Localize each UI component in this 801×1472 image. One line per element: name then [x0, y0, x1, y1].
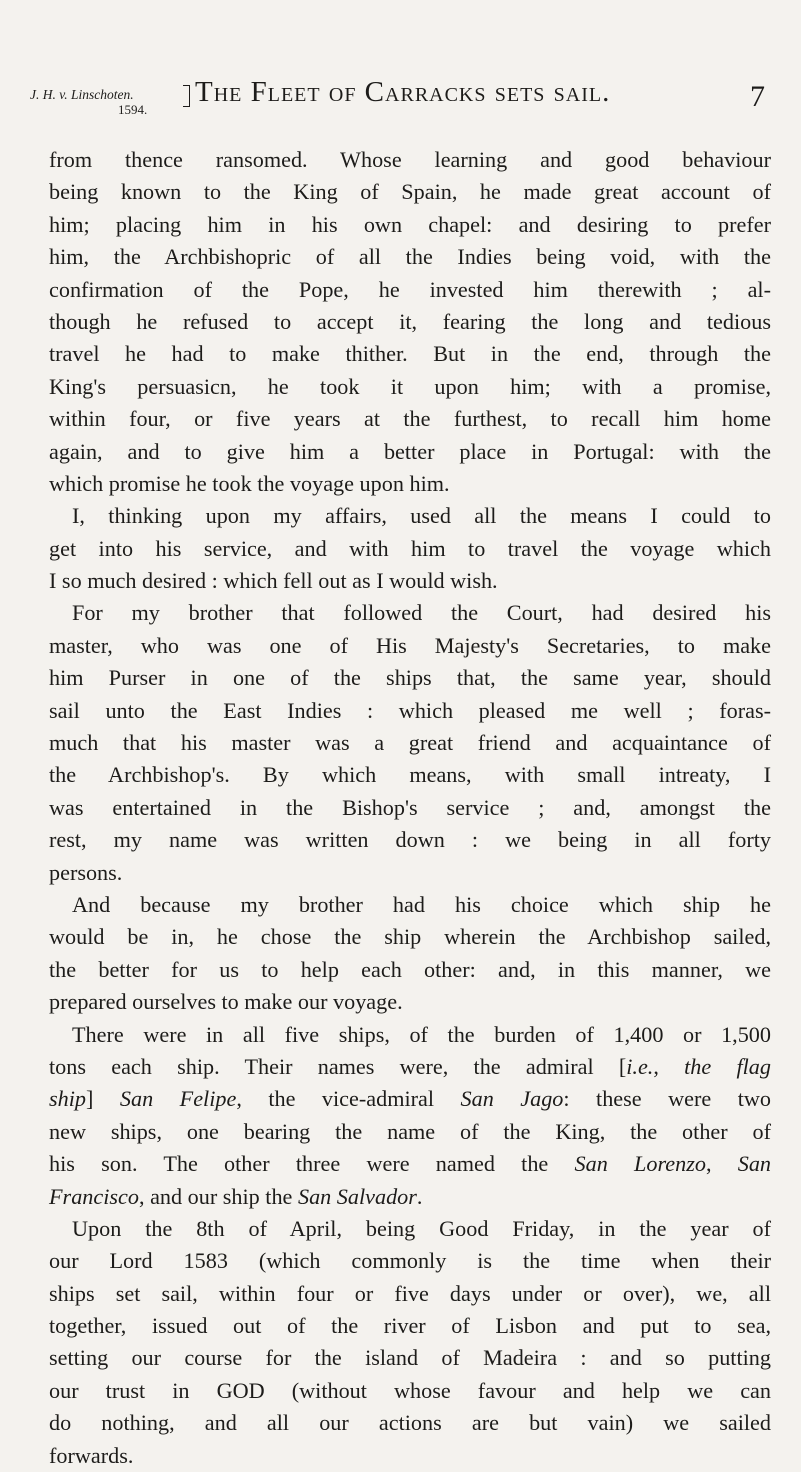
text-line: much that his master was a great friend and acquaintance of — [49, 730, 771, 756]
side-note-author: J. H. v. Linschoten. — [30, 87, 134, 102]
text-line: I, thinking upon my affairs, used all the means I could to — [72, 503, 771, 529]
text-line: though he refused to accept it, fearing the long and tedious — [49, 308, 771, 334]
text-line: There were in all five ships, of the burden of 1,400 or 1,500 — [72, 1021, 771, 1047]
text-line: sail unto the East Indies : which pleased me well ; foras- — [49, 697, 771, 723]
text-line: new ships, one bearing the name of the King, the other of — [49, 1118, 771, 1144]
text-line: again, and to give him a better place in Portugal: with the — [49, 438, 771, 464]
text-line: our trust in GOD (without whose favour and help we can — [49, 1377, 771, 1403]
text-line: And because my brother had his choice which ship he — [72, 891, 771, 917]
text-line: our Lord 1583 (which commonly is the time when their — [49, 1248, 771, 1274]
page-header — [30, 78, 765, 122]
text-line: the Archbishop's. By which means, with small intreaty, I — [49, 762, 771, 788]
text-line: setting our course for the island of Madeira : and so putting — [49, 1345, 771, 1371]
text-line: persons. — [49, 859, 123, 885]
text-line: together, issued out of the river of Lisbon and put to sea, — [49, 1313, 771, 1339]
text-line: do nothing, and all our actions are but vain) we sailed — [49, 1410, 771, 1436]
running-title: The Fleet of Carracks sets sail. — [195, 76, 611, 108]
text-line: from thence ransomed. Whose learning and good behaviour — [49, 147, 771, 172]
text-line: him; placing him in his own chapel: and desiring to prefer — [49, 211, 771, 237]
text-line: get into his service, and with him to travel the voyage which — [49, 535, 771, 561]
text-line: I so much desired : which fell out as I would wish. — [49, 568, 498, 594]
text-line: travel he had to make thither. But in the end, through the — [49, 341, 771, 367]
text-line: Francisco, and our ship the San Salvador. — [49, 1183, 423, 1209]
text-line: him Purser in one of the ships that, the same year, should — [49, 665, 771, 691]
page-number: 7 — [750, 80, 765, 113]
text-line: was entertained in the Bishop's service ; and, amongst the — [49, 794, 771, 820]
text-line: Upon the 8th of April, being Good Friday, in the year of — [72, 1215, 771, 1241]
side-note-bracket — [183, 85, 190, 107]
side-note — [30, 87, 148, 117]
text-line: forwards. — [49, 1442, 134, 1468]
text-line: ships set sail, within four or five days under or over), we, all — [49, 1280, 771, 1306]
text-line: ship] San Felipe, the vice-admiral San Jago: these were two — [49, 1086, 771, 1112]
text-line: King's persuasicn, he took it upon him; with a promise, — [49, 373, 771, 399]
body-text — [49, 144, 771, 1472]
text-line: For my brother that followed the Court, had desired his — [72, 600, 771, 626]
text-line: tons each ship. Their names were, the admiral [i.e., the flag — [49, 1053, 771, 1079]
text-line: him, the Archbishopric of all the Indies being void, with the — [49, 244, 771, 270]
text-line: the better for us to help each other: and, in this manner, we — [49, 956, 771, 982]
text-line: would be in, he chose the ship wherein the Archbishop sailed, — [49, 924, 771, 950]
text-line: within four, or five years at the furthest, to recall him home — [49, 406, 771, 432]
text-line: being known to the King of Spain, he made great account of — [49, 179, 771, 205]
text-line: which promise he took the voyage upon him. — [49, 470, 450, 496]
side-note-year: 1594. — [118, 102, 148, 117]
text-line: prepared ourselves to make our voyage. — [49, 989, 403, 1015]
text-line: his son. The other three were named the San Lorenzo, San — [49, 1151, 771, 1177]
text-line: rest, my name was written down : we being in all forty — [49, 827, 771, 853]
text-line: confirmation of the Pope, he invested him therewith ; al- — [49, 276, 771, 302]
text-line: master, who was one of His Majesty's Secretaries, to make — [49, 632, 771, 658]
